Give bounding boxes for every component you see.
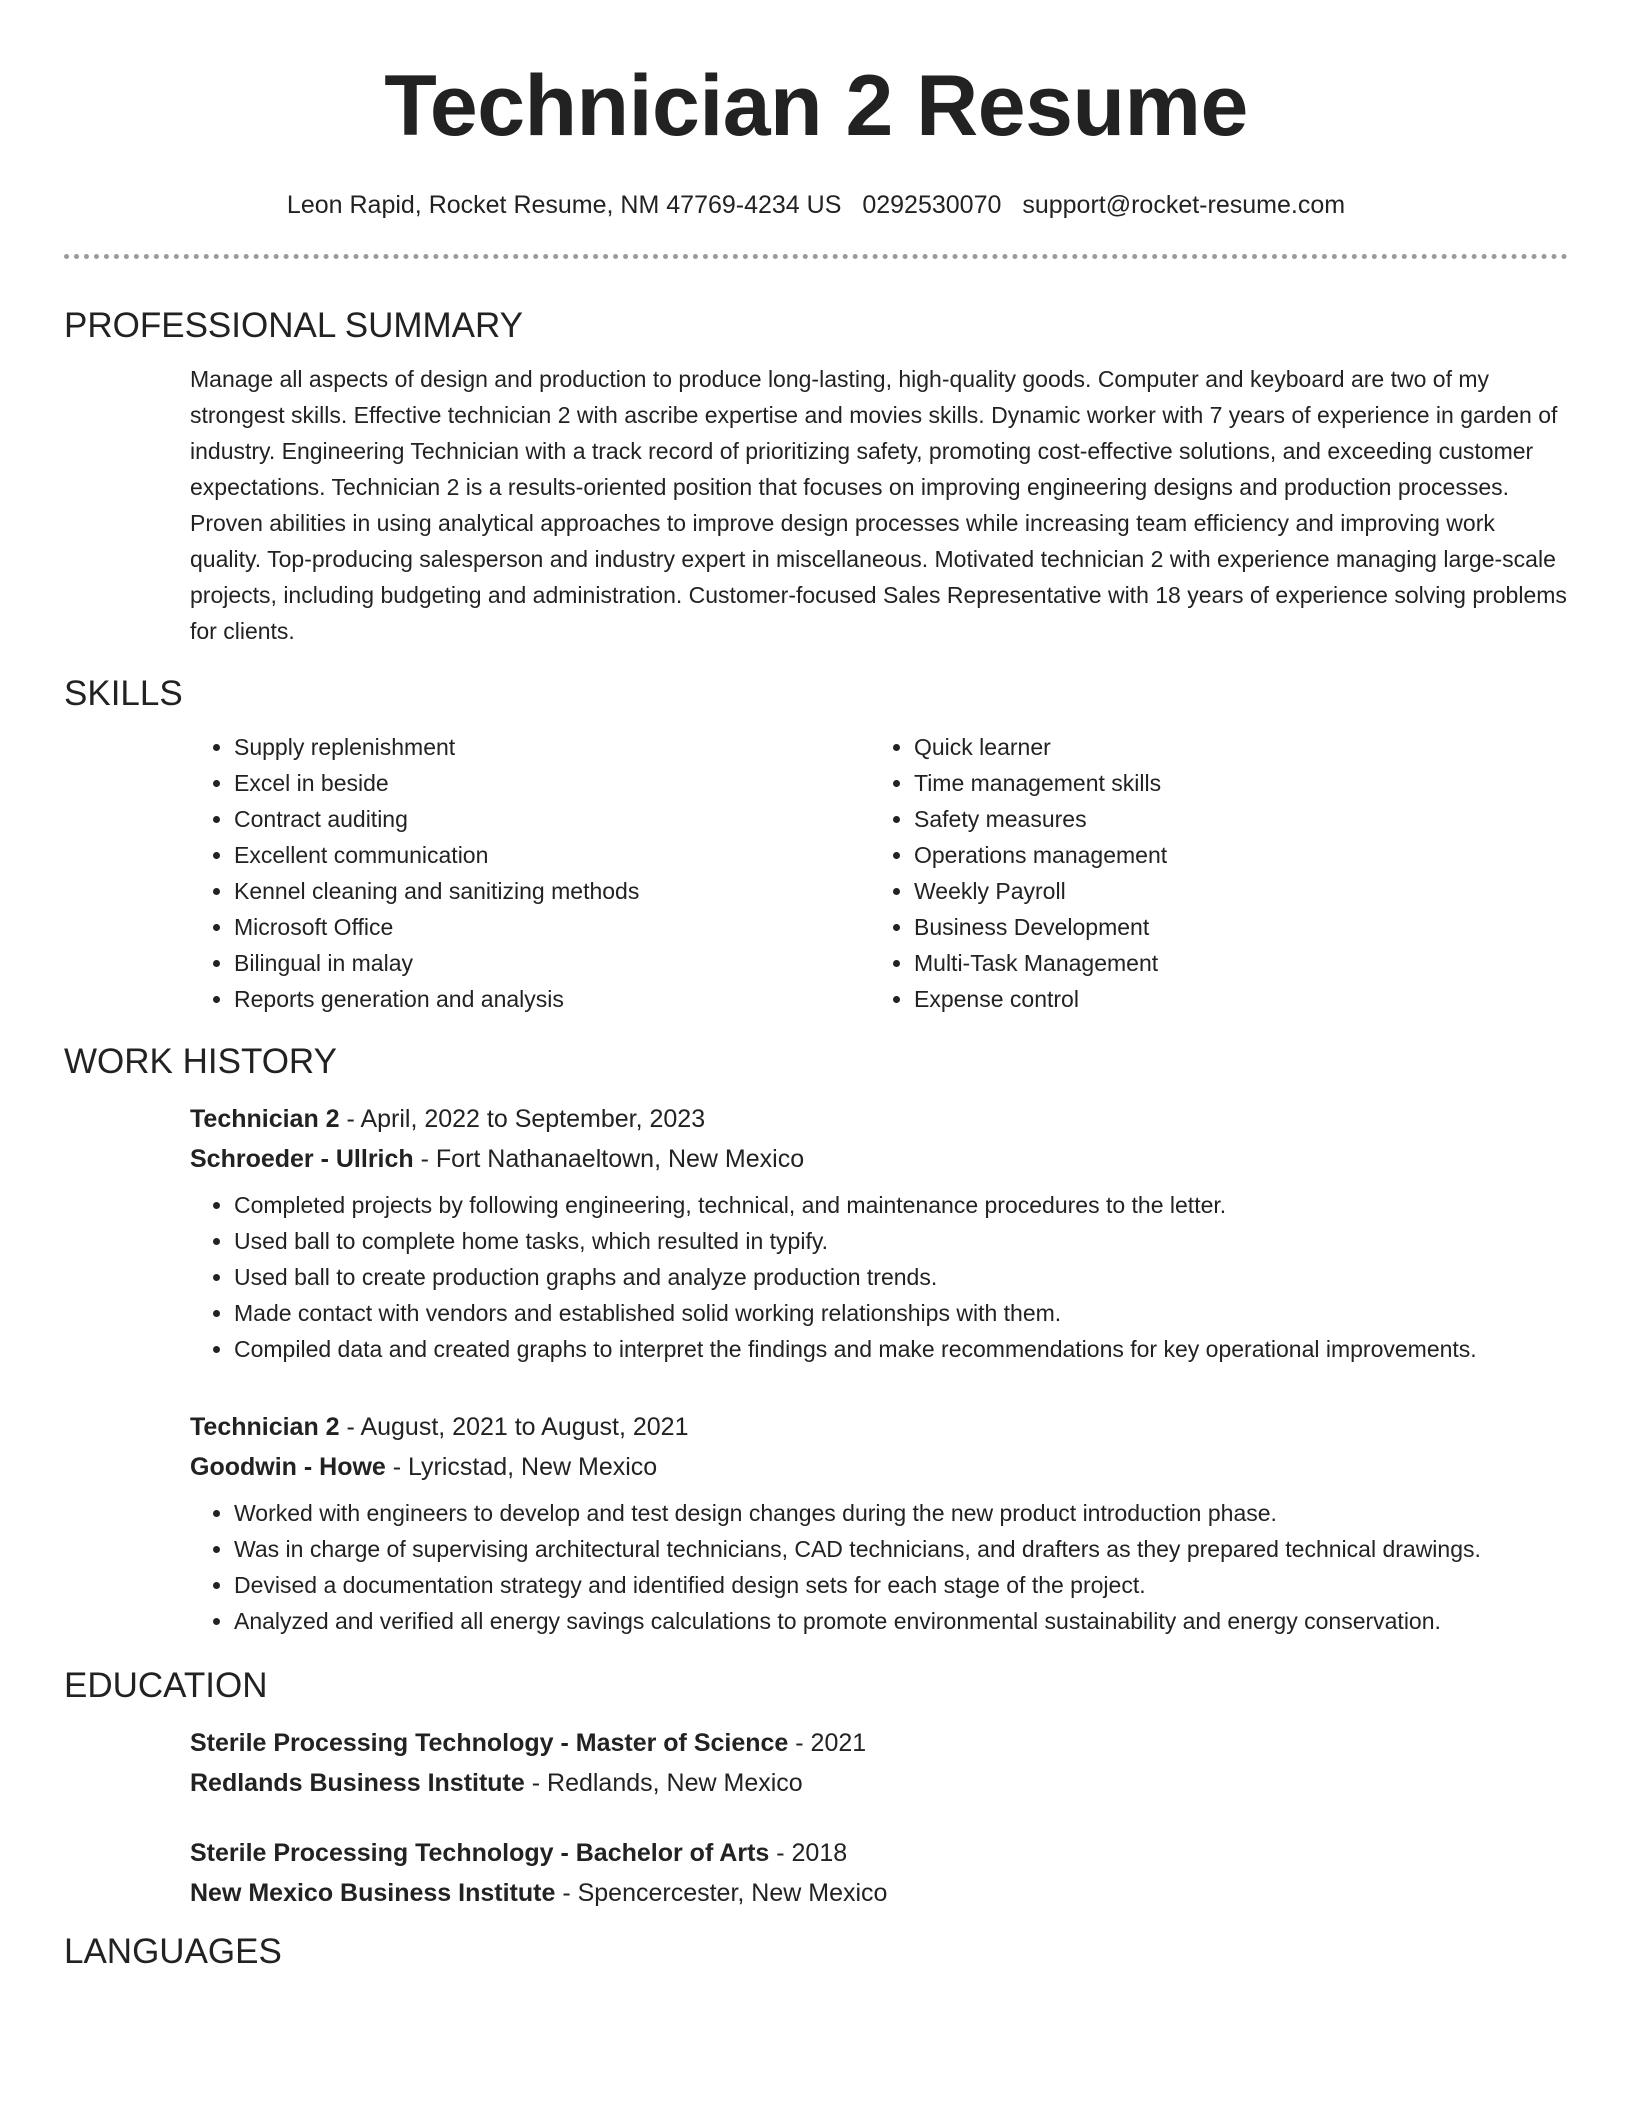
skill-item: • Kennel cleaning and sanitizing methods — [234, 873, 870, 909]
summary-text: Manage all aspects of design and production to produce long-lasting, high-quality goods. Computer and keyboard are two of my strongest skills. Effective technician 2 with ascribe expertise and movies skills. Dynamic worker with 7 years of experience in garden of industry. Engineering Technician with a track record of prioritizing safety, promoting cost-effective solutions, and exceeding customer expectations. Technician 2 is a results-oriented position that focuses on improving engineering designs and production processes. Proven abilities in using analytical approaches to improve design processes while increasing team efficiency and improving work quality. Top-producing salesperson and industry expert in miscellaneous. Motivated technician 2 with experience managing large-scale projects, including budgeting and administration. Customer-focused Sales Representative with 18 years of experience solving problems for clients. — [190, 366, 1567, 644]
skills-column-right — [870, 729, 1167, 1017]
skill-item: • Contract auditing — [234, 801, 870, 837]
skill-item: • Safety measures — [914, 801, 1167, 837]
job-entry — [190, 1099, 1568, 1367]
section-title-languages: LANGUAGES — [64, 1932, 282, 1971]
skill-item: • Bilingual in malay — [234, 945, 870, 981]
education-location: Spencercester, New Mexico — [577, 1879, 888, 1907]
education-school-line: New Mexico Business Institute - Spencercester, New Mexico — [190, 1879, 888, 1907]
skill-item: • Time management skills — [914, 765, 1167, 801]
resume-title: Technician 2 Resume — [384, 58, 1248, 154]
job-bullets — [190, 1495, 1568, 1639]
header-divider — [64, 254, 1568, 259]
job-company-line: Goodwin - Howe - Lyricstad, New Mexico — [190, 1453, 658, 1481]
contact-email: support@rocket-resume.com — [1022, 191, 1346, 219]
job-location: Fort Nathanaeltown, New Mexico — [435, 1145, 805, 1173]
job-bullet: • Used ball to complete home tasks, which resulted in typify. — [234, 1223, 1568, 1259]
section-title-summary: PROFESSIONAL SUMMARY — [64, 306, 523, 345]
skill-item: • Excel in beside — [234, 765, 870, 801]
skill-item: • Multi-Task Management — [914, 945, 1167, 981]
job-bullet: • Devised a documentation strategy and identified design sets for each stage of the project. — [234, 1567, 1568, 1603]
job-bullets — [190, 1187, 1568, 1367]
contact-phone: 0292530070 — [862, 191, 1002, 219]
skill-item: • Supply replenishment — [234, 729, 870, 765]
job-dates: August, 2021 to August, 2021 — [360, 1413, 689, 1441]
job-bullet: • Made contact with vendors and established solid working relationships with them. — [234, 1295, 1568, 1331]
section-title-education: EDUCATION — [64, 1666, 268, 1705]
job-entry — [190, 1407, 1568, 1639]
skill-item: • Quick learner — [914, 729, 1167, 765]
job-location: Lyricstad, New Mexico — [408, 1453, 658, 1481]
education-school-line: Redlands Business Institute - Redlands, New Mexico — [190, 1769, 803, 1797]
education-degree-line: Sterile Processing Technology - Bachelor of Arts - 2018 — [190, 1839, 848, 1867]
education-school: New Mexico Business Institute — [190, 1879, 556, 1907]
skill-item: • Business Development — [914, 909, 1167, 945]
section-title-skills: SKILLS — [64, 674, 183, 713]
education-entry — [190, 1833, 1568, 1913]
education-year: 2018 — [791, 1839, 848, 1867]
job-company: Goodwin - Howe — [190, 1453, 386, 1481]
section-title-work-history: WORK HISTORY — [64, 1042, 337, 1081]
education-school: Redlands Business Institute — [190, 1769, 525, 1797]
job-role-line: Technician 2 - August, 2021 to August, 2021 — [190, 1413, 689, 1441]
education-degree: Sterile Processing Technology - Master of Science — [190, 1729, 789, 1757]
education-entry — [190, 1723, 1568, 1803]
job-company: Schroeder - Ullrich — [190, 1145, 414, 1173]
job-bullet: • Completed projects by following engineering, technical, and maintenance procedures to the letter. — [234, 1187, 1568, 1223]
skills-column-left — [190, 729, 870, 1017]
skill-item: • Operations management — [914, 837, 1167, 873]
job-dates: April, 2022 to September, 2023 — [360, 1105, 706, 1133]
skill-item: • Expense control — [914, 981, 1167, 1017]
job-role: Technician 2 — [190, 1413, 340, 1441]
job-bullet: • Compiled data and created graphs to interpret the findings and make recommendations for key operational improvements. — [234, 1331, 1568, 1367]
job-company-line: Schroeder - Ullrich - Fort Nathanaeltown, New Mexico — [190, 1145, 805, 1173]
job-bullet: • Used ball to create production graphs and analyze production trends. — [234, 1259, 1568, 1295]
skill-item: • Reports generation and analysis — [234, 981, 870, 1017]
skill-item: • Excellent communication — [234, 837, 870, 873]
skills-list — [190, 729, 1568, 1017]
job-role: Technician 2 — [190, 1105, 340, 1133]
job-bullet: • Worked with engineers to develop and test design changes during the new product introduction phase. — [234, 1495, 1568, 1531]
education-location: Redlands, New Mexico — [547, 1769, 803, 1797]
education-year: 2021 — [810, 1729, 867, 1757]
education-degree: Sterile Processing Technology - Bachelor of Arts — [190, 1839, 770, 1867]
contact-address: Leon Rapid, Rocket Resume, NM 47769-4234 US — [286, 191, 842, 219]
education-degree-line: Sterile Processing Technology - Master of Science - 2021 — [190, 1729, 867, 1757]
skill-item: • Microsoft Office — [234, 909, 870, 945]
job-role-line: Technician 2 - April, 2022 to September, 2023 — [190, 1105, 706, 1133]
skill-item: • Weekly Payroll — [914, 873, 1167, 909]
job-bullet: • Analyzed and verified all energy savings calculations to promote environmental sustainability and energy conservation. — [234, 1603, 1568, 1639]
job-bullet: • Was in charge of supervising architectural technicians, CAD technicians, and drafters as they prepared technical drawings. — [234, 1531, 1568, 1567]
contact-line — [64, 190, 1568, 220]
